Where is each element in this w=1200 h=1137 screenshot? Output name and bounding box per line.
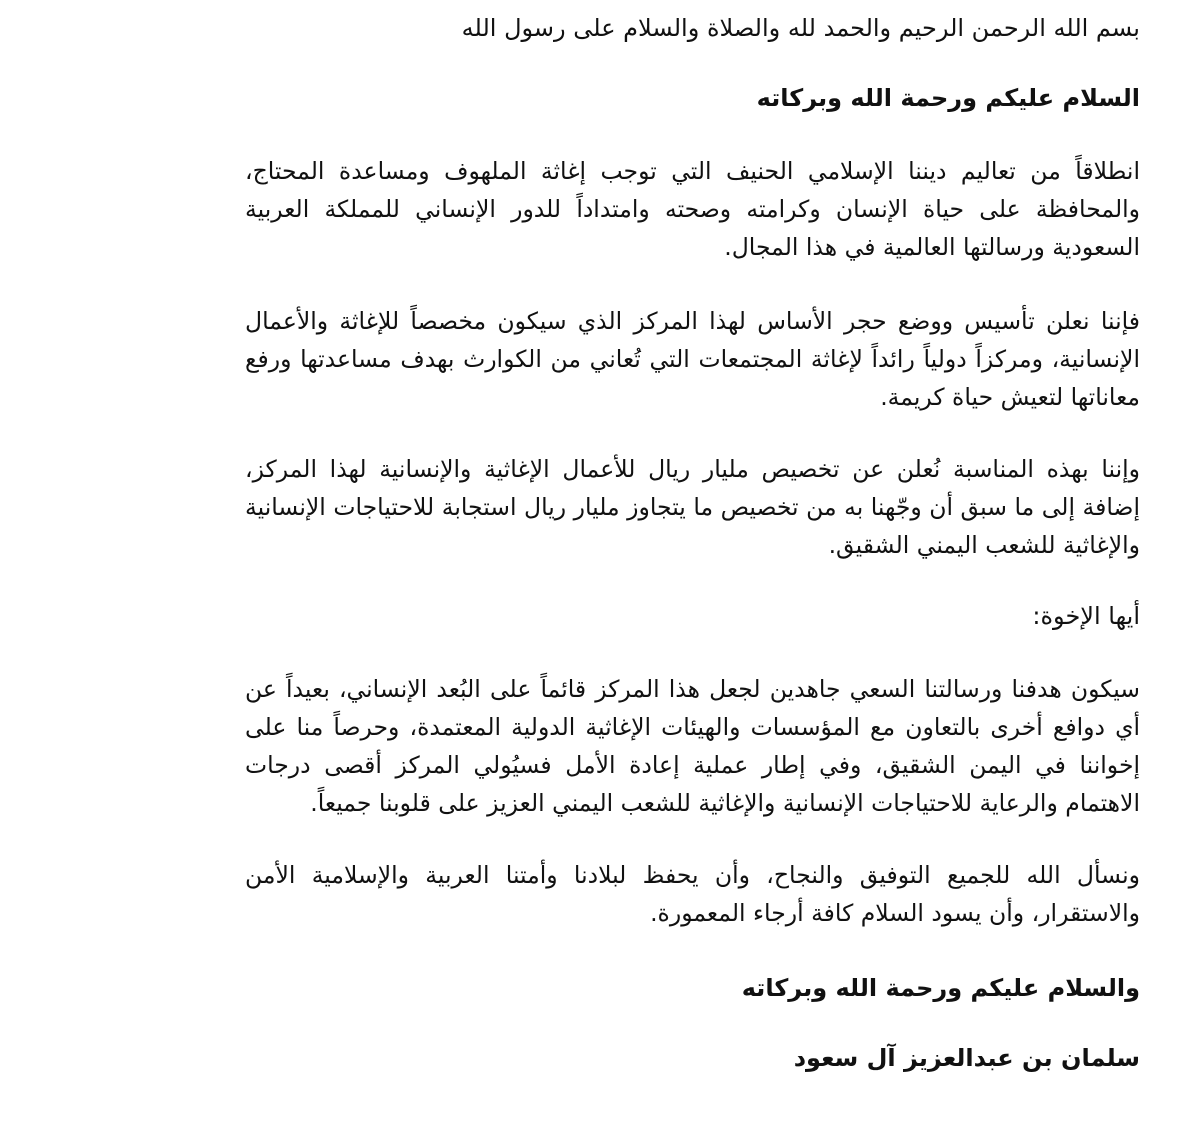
paragraph-prayer: ونسأل الله للجميع التوفيق والنجاح، وأن يحفظ لبلادنا وأمتنا العربية والإسلامية الأمن والاستقرار، وأن يسود السلام كافة أرجاء المعمورة. [245,861,1140,927]
basmala-line: بسم الله الرحمن الرحيم والحمد لله والصلاة والسلام على رسول الله [461,14,1140,42]
paragraph-allocation: وإننا بهذه المناسبة نُعلن عن تخصيص مليار ريال للأعمال الإغاثية والإنسانية لهذا المركز، إضافة إلى ما سبق أن وجّهنا به من تخصيص ما يتجاوز مليار ريال استجابة للاحتياجات الإنسانية والإغاثية للشعب اليمني الشقيق. [245,455,1140,559]
paragraph-founding: فإننا نعلن تأسيس ووضع حجر الأساس لهذا المركز الذي سيكون مخصصاً للإغاثة والأعمال الإنسانية، ومركزاً دولياً رائداً لإغاثة المجتمعات التي تُعاني من الكوارث بهدف مساعدتها ورفع معاناتها لتعيش حياة كريمة. [245,307,1140,411]
paragraph-intro: انطلاقاً من تعاليم ديننا الإسلامي الحنيف التي توجب إغاثة الملهوف ومساعدة المحتاج، والمحافظة على حياة الإنسان وكرامته وصحته وامتداداً للدور الإنساني للمملكة العربية السعودية ورسالتها العالمية في هذا المجال. [245,157,1140,261]
greeting-line: السلام عليكم ورحمة الله وبركاته [756,84,1140,112]
paragraph-mission: سيكون هدفنا ورسالتنا السعي جاهدين لجعل هذا المركز قائماً على البُعد الإنساني، بعيداً عن أي دوافع أخرى بالتعاون مع المؤسسات والهيئات الإغاثية الدولية المعتمدة، وحرصاً منا على إخواننا في اليمن الشقيق، وفي إطار عملية إعادة الأمل فسيُولي المركز أقصى درجات الاهتمام والرعاية للاحتياجات الإنسانية والإغاثية للشعب اليمني العزيز على قلوبنا جميعاً. [245,675,1140,817]
signature-line: سلمان بن عبدالعزيز آل سعود [793,1044,1140,1072]
address-line: أيها الإخوة: [1032,602,1140,630]
closing-line: والسلام عليكم ورحمة الله وبركاته [741,974,1140,1002]
